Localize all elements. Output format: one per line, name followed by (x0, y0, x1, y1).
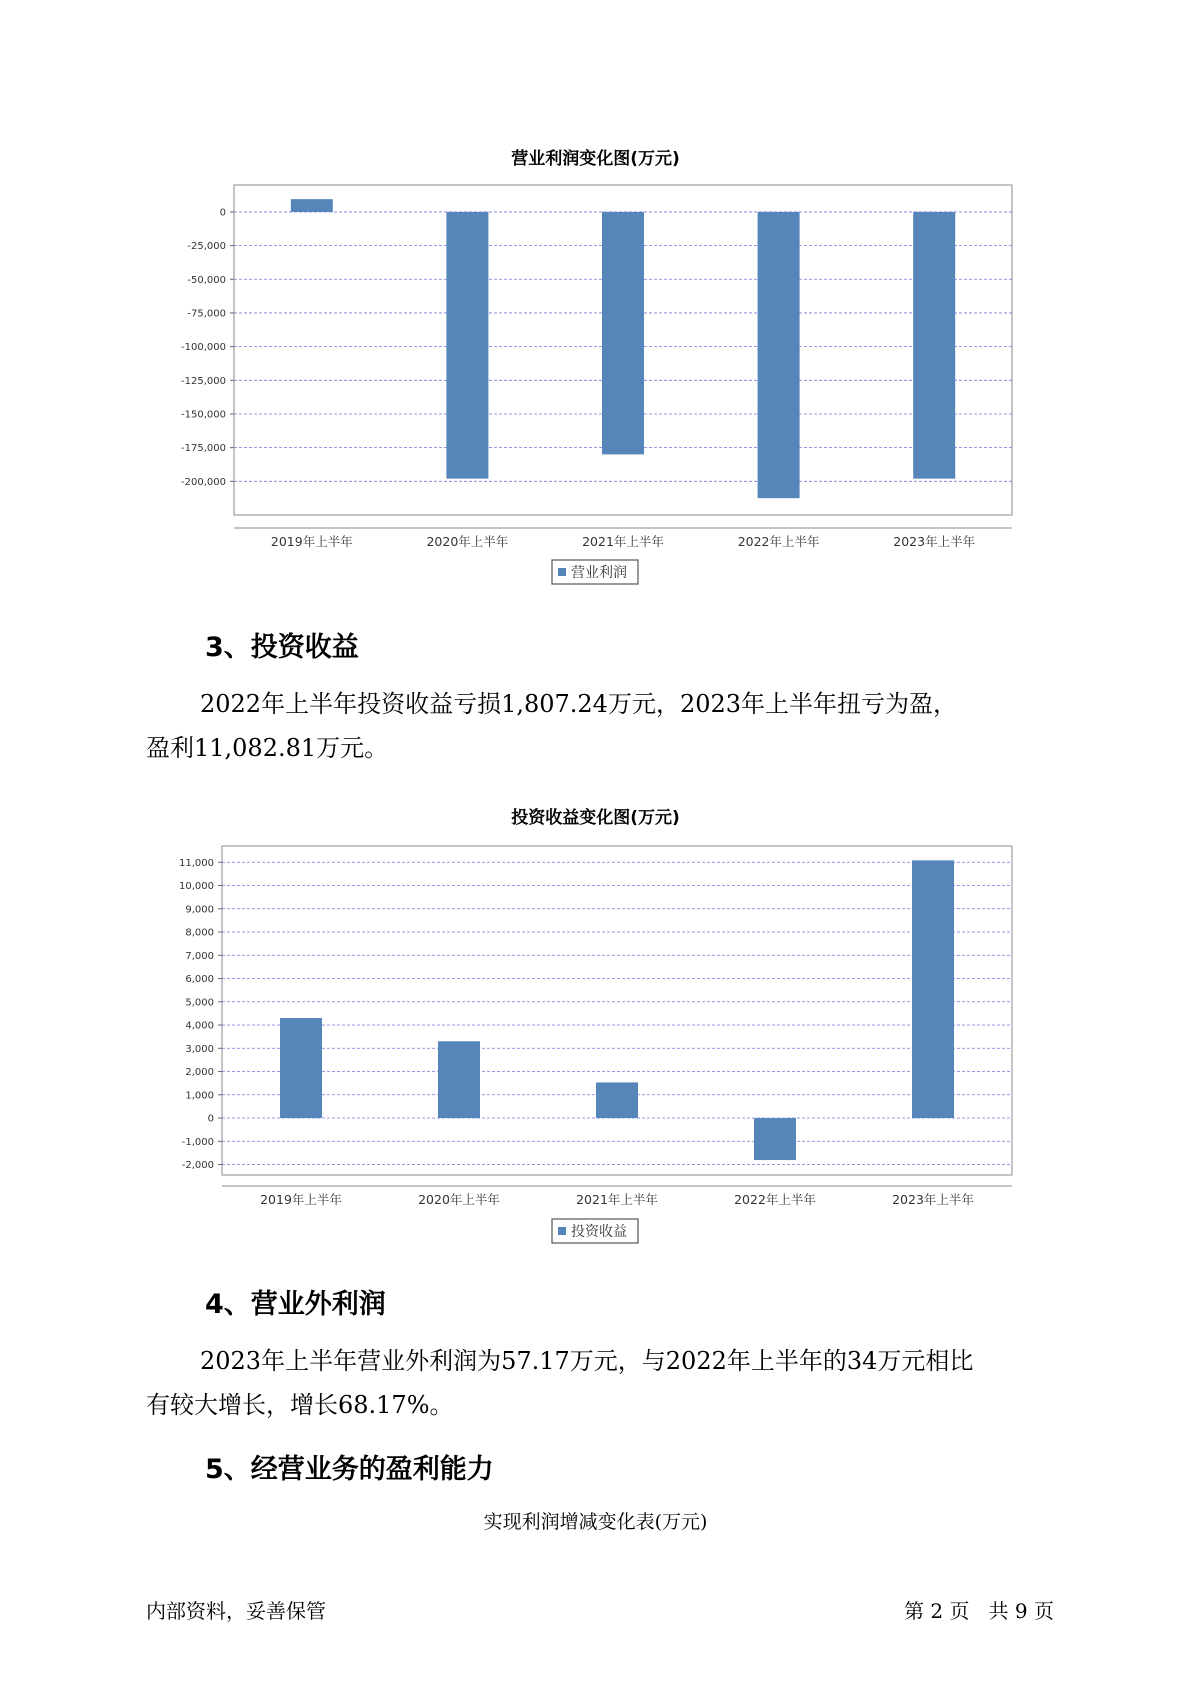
bar-2 (438, 1041, 480, 1118)
bar-3 (602, 212, 644, 454)
bar-5 (913, 212, 955, 479)
x-tick-label: 2022年上半年 (737, 534, 820, 549)
y-tick-label: -75,000 (187, 308, 226, 320)
bar-4 (758, 212, 800, 498)
y-tick-label: 6,000 (185, 974, 214, 986)
x-tick-label: 2021年上半年 (576, 1192, 658, 1207)
operating-profit-chart (0, 175, 1191, 615)
footer-confidential-note: 内部资料，妥善保管 (146, 1599, 326, 1623)
x-tick-label: 2019年上半年 (260, 1192, 342, 1207)
x-tick-label: 2020年上半年 (426, 534, 509, 549)
section-3-heading: 3、投资收益 (205, 632, 359, 663)
y-tick-label: -50,000 (187, 274, 226, 286)
legend-swatch (558, 1227, 566, 1235)
y-tick-label: -1,000 (181, 1136, 214, 1148)
y-tick-label: 3,000 (185, 1043, 214, 1055)
section-4-heading: 4、营业外利润 (205, 1289, 386, 1320)
y-tick-label: -175,000 (181, 443, 226, 455)
section-3-paragraph (146, 682, 1056, 770)
y-tick-label: 0 (219, 207, 226, 219)
bar-3 (596, 1082, 638, 1118)
y-tick-label: 9,000 (185, 904, 214, 916)
x-tick-label: 2023年上半年 (892, 1192, 974, 1207)
y-tick-label: 11,000 (179, 857, 214, 869)
bar-1 (280, 1018, 322, 1118)
section-3-line1: 2022年上半年投资收益亏损1,807.24万元，2023年上半年扭亏为盈， (200, 690, 958, 718)
section-4-paragraph (146, 1339, 1056, 1427)
y-tick-label: 2,000 (185, 1067, 214, 1079)
y-tick-label: 4,000 (185, 1020, 214, 1032)
section-5-heading: 5、经营业务的盈利能力 (205, 1454, 494, 1485)
y-tick-label: -25,000 (187, 241, 226, 253)
section-4-line2: 有较大增长，增长68.17%。 (146, 1391, 454, 1419)
x-tick-label: 2021年上半年 (582, 534, 664, 549)
bar-2 (446, 212, 488, 479)
legend-swatch (558, 568, 566, 576)
y-tick-label: 1,000 (185, 1090, 214, 1102)
bar-4 (754, 1118, 796, 1160)
legend-label: 投资收益 (571, 1224, 627, 1240)
x-tick-label: 2019年上半年 (270, 534, 353, 549)
y-tick-label: 7,000 (185, 950, 214, 962)
bar-1 (291, 199, 333, 212)
legend-label: 营业利润 (571, 565, 627, 581)
section-4-line1: 2023年上半年营业外利润为57.17万元，与2022年上半年的34万元相比 (200, 1347, 974, 1375)
table-caption: 实现利润增减变化表(万元) (483, 1511, 708, 1533)
y-tick-label: 5,000 (185, 997, 214, 1009)
x-tick-label: 2023年上半年 (893, 534, 976, 549)
y-tick-label: -100,000 (181, 342, 226, 354)
footer-total: 共 9 页 (988, 1599, 1054, 1623)
y-tick-label: 10,000 (179, 881, 214, 893)
y-tick-label: -150,000 (181, 409, 226, 421)
plot-area (222, 846, 1012, 1175)
footer-page-number (904, 1595, 1054, 1624)
x-tick-label: 2022年上半年 (734, 1192, 816, 1207)
footer-page: 第 2 页 (904, 1599, 970, 1623)
x-tick-label: 2020年上半年 (418, 1192, 500, 1207)
y-tick-label: 8,000 (185, 927, 214, 939)
bar-5 (912, 860, 954, 1118)
chart2-title: 投资收益变化图(万元) (511, 808, 680, 828)
investment-income-chart (0, 838, 1191, 1248)
section-3-line2: 盈利11,082.81万元。 (146, 734, 389, 762)
y-tick-label: -125,000 (181, 375, 226, 387)
chart1-title: 营业利润变化图(万元) (511, 149, 680, 169)
y-tick-label: -200,000 (181, 476, 226, 488)
y-tick-label: 0 (207, 1113, 214, 1125)
y-tick-label: -2,000 (181, 1160, 214, 1172)
